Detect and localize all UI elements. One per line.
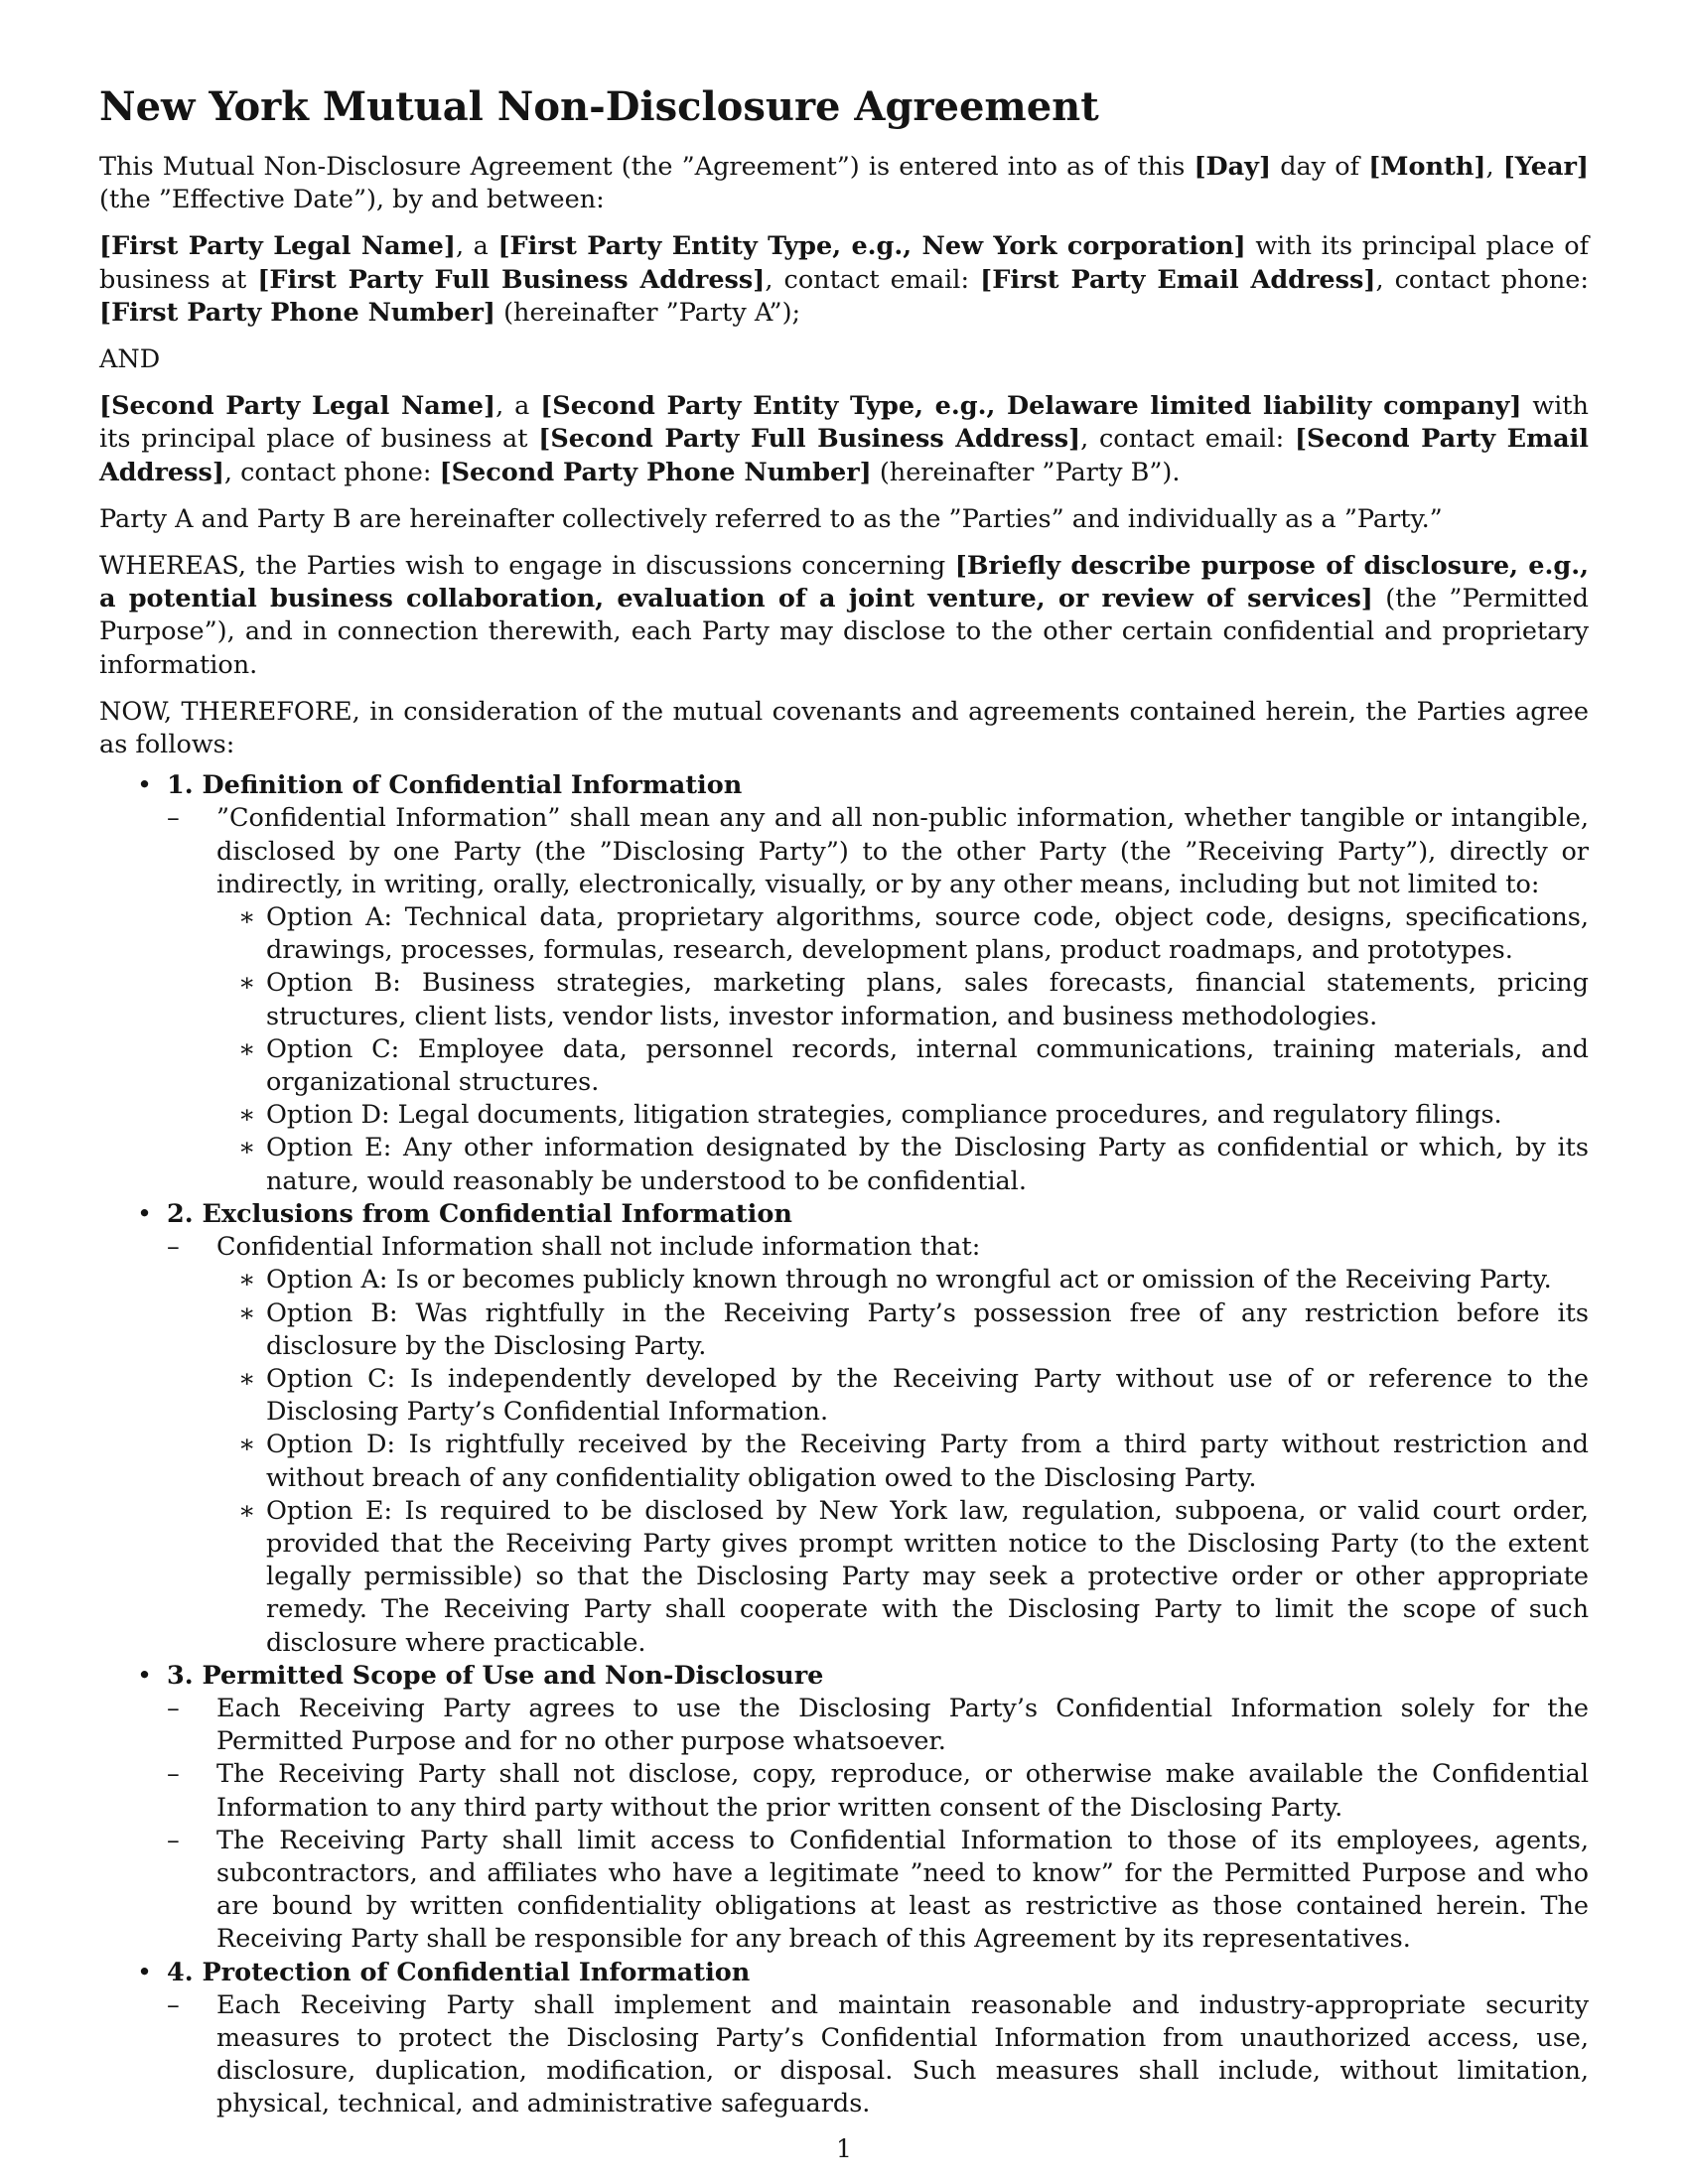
party-b-phone-placeholder: [Second Party Phone Number] [439,457,872,487]
section-3 [99,1660,1589,1957]
subitem [155,1231,1589,1660]
option-item [214,1429,1589,1494]
option-item [214,1033,1589,1099]
party-a-phone-placeholder: [First Party Phone Number] [99,297,495,328]
party-a-entity-placeholder: [First Party Entity Type, e.g., New York corporation] [497,231,1246,262]
sections-list [99,769,1589,2120]
whereas-text: WHEREAS, the Parties wish to engage in discussions concerning [99,551,955,582]
subitem-list [167,1693,1589,1957]
party-b-text: , contact phone: [223,457,440,487]
dash-icon: – [167,1232,180,1263]
party-b-name-placeholder: [Second Party Legal Name] [99,391,496,422]
collective-paragraph: Party A and Party B are hereinafter collectively referred to as the ”Parties” and individually as a ”Party.” [99,503,1443,534]
purpose-placeholder: [Briefly describe purpose of disclosure, e.g., a potential business collaboration, evaluation of a joint venture, or review of services] [99,551,1589,614]
intro-text: day of [1271,152,1369,182]
subitem-list [167,802,1589,1197]
party-b-text: with its principal place of business at [99,391,1589,455]
subitem-text: The Receiving Party shall not disclose, copy, reproduce, or otherwise make available the Confidential Information to any third party without the prior written consent of the Disclosing Party. [216,1759,1589,1823]
asterisk-icon: ∗ [238,1495,256,1526]
option-item [214,1363,1589,1429]
intro-paragraph [99,151,1589,216]
party-b-text: , contact email: [1080,424,1295,455]
and-separator: AND [99,344,161,375]
option-text: Option B: Was rightfully in the Receiving Party’s possession free of any restriction before its disclosure by the Disclosing Party. [266,1297,1589,1361]
subitem-text: Confidential Information shall not include information that: [216,1232,981,1263]
asterisk-icon: ∗ [238,1133,256,1163]
section-title: 3. Permitted Scope of Use and Non-Disclosure [167,1660,824,1691]
option-item [214,1297,1589,1363]
intro-text: (the ”Effective Date”), by and between: [99,185,605,215]
year-placeholder: [Year] [1502,152,1589,182]
party-a-paragraph [99,230,1589,330]
asterisk-icon: ∗ [238,1033,256,1064]
subitem [155,1825,1589,1957]
month-placeholder: [Month] [1368,152,1486,182]
option-list [216,1264,1589,1659]
bullet-icon: • [137,1660,153,1691]
subitem-text: ”Confidential Information” shall mean any and all non-public information, whether tangible or intangible, disclosed by one Party (the ”Disclosing Party”) to the other Party (the ”Receiving Party”), directly or indirectly, in writing, orally, electronically, visually, or by any other means, including but not limited to: [216,803,1589,899]
party-a-text: , a [455,231,498,262]
party-b-email-placeholder: [Second Party Email Address] [99,424,1589,487]
section-4 [99,1957,1589,2121]
bullet-icon: • [137,1957,153,1987]
section-2 [99,1198,1589,1660]
subitem-text: Each Receiving Party agrees to use the Disclosing Party’s Confidential Information solely for the Permitted Purpose and for no other purpose whatsoever. [216,1693,1589,1757]
dash-icon: – [167,1693,180,1723]
asterisk-icon: ∗ [238,1100,256,1131]
intro-text: , [1485,152,1503,182]
option-text: Option B: Business strategies, marketing plans, sales forecasts, financial statements, pricing structures, client lists, vendor lists, investor information, and business methodologies. [266,968,1589,1031]
document-title: New York Mutual Non-Disclosure Agreement [99,83,1099,130]
dash-icon: – [167,1989,180,2020]
party-a-text: , contact email: [765,264,981,295]
party-b-address-placeholder: [Second Party Full Business Address] [538,424,1081,455]
asterisk-icon: ∗ [238,1297,256,1328]
whereas-paragraph [99,550,1589,682]
subitem-list [167,1989,1589,2121]
subitem [155,802,1589,1197]
option-text: Option E: Any other information designated by the Disclosing Party as confidential or which, by its nature, would reasonably be understood to be confidential. [266,1133,1589,1196]
party-b-text: (hereinafter ”Party B”). [871,457,1181,487]
subitem-list [167,1231,1589,1660]
option-item [214,1495,1589,1660]
subitem [155,1989,1589,2121]
asterisk-icon: ∗ [238,1430,256,1460]
section-title: 4. Protection of Confidential Information [167,1957,751,1987]
whereas-text: (the ”Permitted Purpose”), and in connection therewith, each Party may disclose to the other certain confidential and proprietary information. [99,584,1590,680]
asterisk-icon: ∗ [238,1363,256,1394]
option-item [214,1132,1589,1197]
party-a-email-placeholder: [First Party Email Address] [980,264,1376,295]
party-b-paragraph [99,390,1589,489]
option-list [216,901,1589,1198]
option-item [214,1264,1589,1297]
party-b-text: , a [495,391,541,422]
option-text: Option C: Is independently developed by the Receiving Party without use of or reference to the Disclosing Party’s Confidential Information. [266,1363,1589,1428]
party-a-address-placeholder: [First Party Full Business Address] [257,264,766,295]
party-a-text: (hereinafter ”Party A”); [494,297,801,328]
party-a-text: with its principal place of business at [99,231,1590,295]
section-title: 2. Exclusions from Confidential Information [167,1198,792,1229]
dash-icon: – [167,1825,180,1855]
party-a-name-placeholder: [First Party Legal Name] [99,231,456,262]
day-placeholder: [Day] [1194,152,1272,182]
subitem-text: Each Receiving Party shall implement and maintain reasonable and industry-appropriate security measures to protect the Disclosing Party’s Confidential Information from unauthorized access, use, disclosure, duplication, modification, or disposal. Such measures shall include, without limitation, physical, technical, and administrative safeguards. [216,1989,1589,2119]
page-number: 1 [836,2134,852,2163]
document-page [99,83,1589,2121]
option-item [214,901,1589,967]
option-item [214,967,1589,1032]
bullet-icon: • [137,770,153,801]
section-title: 1. Definition of Confidential Information [167,770,743,801]
party-b-entity-placeholder: [Second Party Entity Type, e.g., Delaware limited liability company] [540,391,1522,422]
party-a-text: , contact phone: [1375,264,1589,295]
section-1 [99,769,1589,1198]
option-text: Option A: Is or becomes publicly known through no wrongful act or omission of the Receiving Party. [266,1265,1552,1296]
subitem [155,1693,1589,1758]
option-item [214,1099,1589,1132]
asterisk-icon: ∗ [238,902,256,933]
option-text: Option E: Is required to be disclosed by New York law, regulation, subpoena, or valid court order, provided that the Receiving Party gives prompt written notice to the Disclosing Party (to the extent legally permissible) so that the Disclosing Party may seek a protective order or other appropriate remedy. The Receiving Party shall cooperate with the Disclosing Party to limit the scope of such disclosure where practicable. [266,1495,1589,1658]
intro-text: This Mutual Non-Disclosure Agreement (the ”Agreement”) is entered into as of this [99,152,1195,182]
option-text: Option D: Legal documents, litigation strategies, compliance procedures, and regulatory filings. [266,1100,1502,1131]
asterisk-icon: ∗ [238,1265,256,1296]
dash-icon: – [167,1759,180,1790]
asterisk-icon: ∗ [238,968,256,999]
option-text: Option A: Technical data, proprietary algorithms, source code, object code, designs, specifications, drawings, processes, formulas, research, development plans, product roadmaps, and prototypes. [266,902,1589,966]
bullet-icon: • [137,1198,153,1229]
dash-icon: – [167,803,180,834]
subitem [155,1758,1589,1824]
option-text: Option C: Employee data, personnel records, internal communications, training materials, and organizational structures. [266,1033,1589,1098]
subitem-text: The Receiving Party shall limit access to Confidential Information to those of its employees, agents, subcontractors, and affiliates who have a legitimate ”need to know” for the Permitted Purpose and who are bound by written confidentiality obligations at least as restrictive as those contained herein. The Receiving Party shall be responsible for any breach of this Agreement by its representatives. [216,1825,1589,1955]
therefore-paragraph: NOW, THEREFORE, in consideration of the mutual covenants and agreements contained herein, the Parties agree as follows: [99,696,1589,760]
option-text: Option D: Is rightfully received by the Receiving Party from a third party without restriction and without breach of any confidentiality obligation owed to the Disclosing Party. [266,1430,1589,1493]
